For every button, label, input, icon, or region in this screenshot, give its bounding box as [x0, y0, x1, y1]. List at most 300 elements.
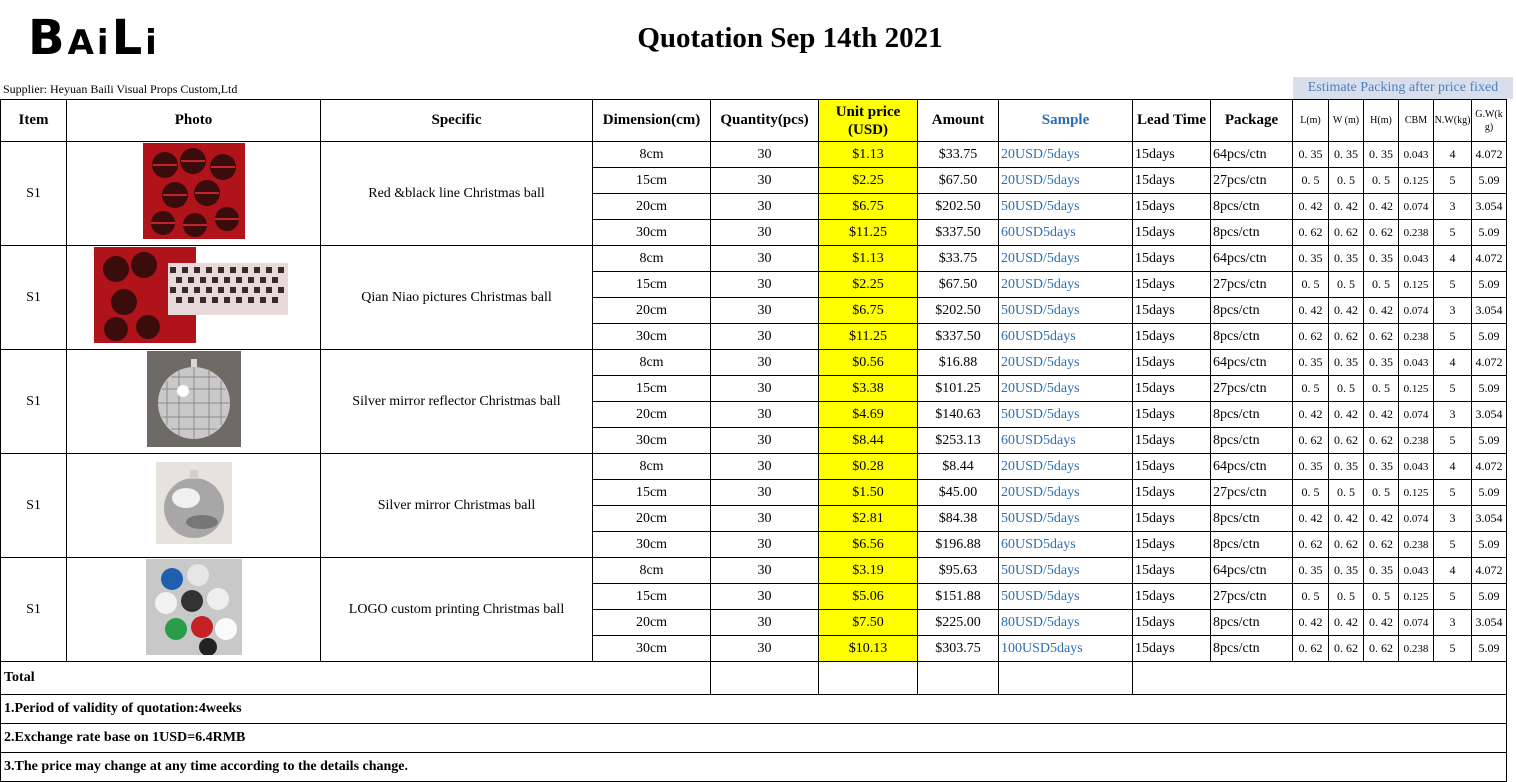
lead-cell: 15days	[1133, 532, 1211, 558]
w-cell: 0. 35	[1329, 246, 1364, 272]
price-cell: $0.28	[819, 454, 918, 480]
pkg-cell: 27pcs/ctn	[1211, 168, 1293, 194]
sample-cell: 50USD/5days	[999, 584, 1133, 610]
total-amount-cell	[918, 662, 999, 695]
table-row	[1, 454, 1507, 480]
pkg-cell: 8pcs/ctn	[1211, 532, 1293, 558]
nw-cell: 5	[1434, 376, 1472, 402]
dim-cell: 30cm	[593, 636, 711, 662]
l-cell: 0. 62	[1293, 428, 1329, 454]
price-cell: $1.50	[819, 480, 918, 506]
sample-cell: 20USD/5days	[999, 142, 1133, 168]
cbm-cell: 0.074	[1399, 402, 1434, 428]
lead-cell: 15days	[1133, 480, 1211, 506]
qty-cell: 30	[711, 454, 819, 480]
gw-cell: 4.072	[1472, 454, 1507, 480]
amount-cell: $303.75	[918, 636, 999, 662]
dim-cell: 8cm	[593, 246, 711, 272]
price-cell: $11.25	[819, 220, 918, 246]
l-cell: 0. 62	[1293, 220, 1329, 246]
note-row	[1, 724, 1507, 753]
photo-cell	[67, 246, 321, 350]
price-cell: $3.19	[819, 558, 918, 584]
sample-cell: 20USD/5days	[999, 350, 1133, 376]
qty-cell: 30	[711, 558, 819, 584]
note-row	[1, 695, 1507, 724]
qty-cell: 30	[711, 506, 819, 532]
w-cell: 0. 5	[1329, 168, 1364, 194]
sample-cell: 60USD5days	[999, 428, 1133, 454]
header-sample: Sample	[999, 100, 1133, 142]
amount-cell: $196.88	[918, 532, 999, 558]
amount-cell: $337.50	[918, 324, 999, 350]
price-cell: $1.13	[819, 246, 918, 272]
gw-cell: 4.072	[1472, 350, 1507, 376]
price-cell: $3.38	[819, 376, 918, 402]
cbm-cell: 0.043	[1399, 454, 1434, 480]
pkg-cell: 27pcs/ctn	[1211, 272, 1293, 298]
pkg-cell: 64pcs/ctn	[1211, 558, 1293, 584]
header-unit-price: Unit price (USD)	[819, 100, 918, 142]
sample-cell: 20USD/5days	[999, 272, 1133, 298]
w-cell: 0. 42	[1329, 194, 1364, 220]
nw-cell: 5	[1434, 584, 1472, 610]
total-label: Total	[1, 662, 711, 695]
gw-cell: 5.09	[1472, 428, 1507, 454]
sample-cell: 50USD/5days	[999, 558, 1133, 584]
sample-cell: 20USD/5days	[999, 454, 1133, 480]
price-cell: $10.13	[819, 636, 918, 662]
nw-cell: 5	[1434, 272, 1472, 298]
l-cell: 0. 35	[1293, 454, 1329, 480]
dim-cell: 15cm	[593, 168, 711, 194]
cbm-cell: 0.238	[1399, 220, 1434, 246]
h-cell: 0. 35	[1364, 454, 1399, 480]
amount-cell: $202.50	[918, 298, 999, 324]
w-cell: 0. 5	[1329, 480, 1364, 506]
header-row	[1, 100, 1507, 142]
w-cell: 0. 62	[1329, 220, 1364, 246]
l-cell: 0. 42	[1293, 506, 1329, 532]
nw-cell: 4	[1434, 142, 1472, 168]
gw-cell: 3.054	[1472, 402, 1507, 428]
gw-cell: 4.072	[1472, 558, 1507, 584]
sample-cell: 50USD/5days	[999, 402, 1133, 428]
w-cell: 0. 5	[1329, 272, 1364, 298]
qty-cell: 30	[711, 324, 819, 350]
silver-mirror-ball-photo	[67, 462, 320, 549]
sample-cell: 60USD5days	[999, 324, 1133, 350]
amount-cell: $337.50	[918, 220, 999, 246]
dim-cell: 15cm	[593, 376, 711, 402]
sample-cell: 50USD/5days	[999, 298, 1133, 324]
nw-cell: 5	[1434, 532, 1472, 558]
specific-cell: Red &black line Christmas ball	[321, 142, 593, 246]
supplier-label: Supplier: Heyuan Baili Visual Props Custom,Ltd	[3, 82, 238, 96]
dim-cell: 8cm	[593, 454, 711, 480]
gw-cell: 3.054	[1472, 194, 1507, 220]
cbm-cell: 0.074	[1399, 194, 1434, 220]
cbm-cell: 0.238	[1399, 636, 1434, 662]
dim-cell: 15cm	[593, 272, 711, 298]
header-w: W (m)	[1329, 100, 1364, 142]
nw-cell: 3	[1434, 402, 1472, 428]
cbm-cell: 0.043	[1399, 350, 1434, 376]
nw-cell: 4	[1434, 558, 1472, 584]
price-cell: $2.25	[819, 272, 918, 298]
l-cell: 0. 42	[1293, 610, 1329, 636]
qty-cell: 30	[711, 532, 819, 558]
amount-cell: $33.75	[918, 246, 999, 272]
h-cell: 0. 35	[1364, 350, 1399, 376]
dim-cell: 8cm	[593, 558, 711, 584]
item-cell: S1	[1, 454, 67, 558]
price-cell: $4.69	[819, 402, 918, 428]
gw-cell: 5.09	[1472, 480, 1507, 506]
nw-cell: 3	[1434, 298, 1472, 324]
qty-cell: 30	[711, 220, 819, 246]
pkg-cell: 8pcs/ctn	[1211, 636, 1293, 662]
w-cell: 0. 62	[1329, 532, 1364, 558]
amount-cell: $45.00	[918, 480, 999, 506]
amount-cell: $33.75	[918, 142, 999, 168]
h-cell: 0. 35	[1364, 246, 1399, 272]
l-cell: 0. 42	[1293, 402, 1329, 428]
h-cell: 0. 42	[1364, 506, 1399, 532]
amount-cell: $84.38	[918, 506, 999, 532]
nw-cell: 3	[1434, 610, 1472, 636]
dim-cell: 30cm	[593, 428, 711, 454]
logo-printed-balls-photo	[67, 559, 320, 660]
sample-cell: 20USD/5days	[999, 246, 1133, 272]
amount-cell: $253.13	[918, 428, 999, 454]
qty-cell: 30	[711, 584, 819, 610]
h-cell: 0. 5	[1364, 480, 1399, 506]
sample-cell: 80USD/5days	[999, 610, 1133, 636]
nw-cell: 3	[1434, 506, 1472, 532]
gw-cell: 3.054	[1472, 610, 1507, 636]
gw-cell: 5.09	[1472, 532, 1507, 558]
price-cell: $11.25	[819, 324, 918, 350]
nw-cell: 5	[1434, 428, 1472, 454]
l-cell: 0. 5	[1293, 584, 1329, 610]
h-cell: 0. 35	[1364, 142, 1399, 168]
table-row	[1, 246, 1507, 272]
pkg-cell: 8pcs/ctn	[1211, 610, 1293, 636]
w-cell: 0. 62	[1329, 636, 1364, 662]
photo-cell	[67, 558, 321, 662]
item-cell: S1	[1, 246, 67, 350]
h-cell: 0. 42	[1364, 610, 1399, 636]
h-cell: 0. 42	[1364, 194, 1399, 220]
qty-cell: 30	[711, 376, 819, 402]
sample-cell: 20USD/5days	[999, 168, 1133, 194]
l-cell: 0. 35	[1293, 558, 1329, 584]
gw-cell: 3.054	[1472, 506, 1507, 532]
lead-cell: 15days	[1133, 558, 1211, 584]
header-l: L(m)	[1293, 100, 1329, 142]
l-cell: 0. 62	[1293, 324, 1329, 350]
h-cell: 0. 62	[1364, 220, 1399, 246]
header-amount: Amount	[918, 100, 999, 142]
sample-cell: 20USD/5days	[999, 376, 1133, 402]
specific-cell: LOGO custom printing Christmas ball	[321, 558, 593, 662]
cbm-cell: 0.043	[1399, 558, 1434, 584]
dim-cell: 8cm	[593, 142, 711, 168]
dim-cell: 30cm	[593, 324, 711, 350]
h-cell: 0. 42	[1364, 402, 1399, 428]
w-cell: 0. 35	[1329, 350, 1364, 376]
silver-mirror-reflector-ball-photo	[67, 351, 320, 452]
qty-cell: 30	[711, 272, 819, 298]
h-cell: 0. 5	[1364, 168, 1399, 194]
cbm-cell: 0.125	[1399, 272, 1434, 298]
note-text: 1.Period of validity of quotation:4weeks	[1, 695, 1507, 724]
amount-cell: $8.44	[918, 454, 999, 480]
w-cell: 0. 42	[1329, 506, 1364, 532]
l-cell: 0. 5	[1293, 168, 1329, 194]
photo-cell	[67, 350, 321, 454]
cbm-cell: 0.125	[1399, 168, 1434, 194]
pkg-cell: 8pcs/ctn	[1211, 220, 1293, 246]
qty-cell: 30	[711, 636, 819, 662]
dim-cell: 20cm	[593, 194, 711, 220]
lead-cell: 15days	[1133, 428, 1211, 454]
lead-cell: 15days	[1133, 610, 1211, 636]
w-cell: 0. 35	[1329, 454, 1364, 480]
w-cell: 0. 62	[1329, 324, 1364, 350]
pkg-cell: 64pcs/ctn	[1211, 350, 1293, 376]
gw-cell: 5.09	[1472, 168, 1507, 194]
header-quantity: Quantity(pcs)	[711, 100, 819, 142]
h-cell: 0. 5	[1364, 272, 1399, 298]
amount-cell: $140.63	[918, 402, 999, 428]
cbm-cell: 0.043	[1399, 246, 1434, 272]
amount-cell: $202.50	[918, 194, 999, 220]
dim-cell: 15cm	[593, 480, 711, 506]
lead-cell: 15days	[1133, 636, 1211, 662]
lead-cell: 15days	[1133, 454, 1211, 480]
lead-cell: 15days	[1133, 272, 1211, 298]
qty-cell: 30	[711, 194, 819, 220]
total-rest-cell	[1133, 662, 1507, 695]
h-cell: 0. 5	[1364, 584, 1399, 610]
estimate-packing-note: Estimate Packing after price fixed	[1293, 77, 1513, 99]
lead-cell: 15days	[1133, 298, 1211, 324]
lead-cell: 15days	[1133, 402, 1211, 428]
lead-cell: 15days	[1133, 168, 1211, 194]
nw-cell: 4	[1434, 350, 1472, 376]
l-cell: 0. 62	[1293, 636, 1329, 662]
amount-cell: $225.00	[918, 610, 999, 636]
pkg-cell: 27pcs/ctn	[1211, 584, 1293, 610]
header-dimension: Dimension(cm)	[593, 100, 711, 142]
header-h: H(m)	[1364, 100, 1399, 142]
sample-cell: 60USD5days	[999, 220, 1133, 246]
qian-niao-christmas-balls-photo	[67, 247, 320, 348]
price-cell: $1.13	[819, 142, 918, 168]
l-cell: 0. 35	[1293, 246, 1329, 272]
header-lead-time: Lead Time	[1133, 100, 1211, 142]
specific-cell: Qian Niao pictures Christmas ball	[321, 246, 593, 350]
dim-cell: 30cm	[593, 532, 711, 558]
total-row	[1, 662, 1507, 695]
qty-cell: 30	[711, 610, 819, 636]
price-cell: $2.25	[819, 168, 918, 194]
price-cell: $7.50	[819, 610, 918, 636]
w-cell: 0. 5	[1329, 376, 1364, 402]
sample-cell: 60USD5days	[999, 532, 1133, 558]
cbm-cell: 0.125	[1399, 376, 1434, 402]
nw-cell: 5	[1434, 168, 1472, 194]
table-row	[1, 142, 1507, 168]
price-cell: $6.56	[819, 532, 918, 558]
amount-cell: $101.25	[918, 376, 999, 402]
header-specific: Specific	[321, 100, 593, 142]
item-cell: S1	[1, 558, 67, 662]
qty-cell: 30	[711, 168, 819, 194]
cbm-cell: 0.074	[1399, 298, 1434, 324]
photo-cell	[67, 142, 321, 246]
item-cell: S1	[1, 142, 67, 246]
pkg-cell: 8pcs/ctn	[1211, 324, 1293, 350]
h-cell: 0. 5	[1364, 376, 1399, 402]
nw-cell: 4	[1434, 454, 1472, 480]
cbm-cell: 0.125	[1399, 584, 1434, 610]
h-cell: 0. 62	[1364, 532, 1399, 558]
gw-cell: 4.072	[1472, 142, 1507, 168]
qty-cell: 30	[711, 402, 819, 428]
cbm-cell: 0.074	[1399, 506, 1434, 532]
h-cell: 0. 42	[1364, 298, 1399, 324]
pkg-cell: 8pcs/ctn	[1211, 402, 1293, 428]
h-cell: 0. 62	[1364, 324, 1399, 350]
note-text: 3.The price may change at any time according to the details change.	[1, 753, 1507, 782]
nw-cell: 5	[1434, 220, 1472, 246]
w-cell: 0. 42	[1329, 610, 1364, 636]
header-photo: Photo	[67, 100, 321, 142]
total-sample-cell	[999, 662, 1133, 695]
h-cell: 0. 62	[1364, 428, 1399, 454]
pkg-cell: 8pcs/ctn	[1211, 298, 1293, 324]
lead-cell: 15days	[1133, 220, 1211, 246]
cbm-cell: 0.238	[1399, 324, 1434, 350]
nw-cell: 5	[1434, 324, 1472, 350]
dim-cell: 20cm	[593, 402, 711, 428]
header-nw: N.W(kg)	[1434, 100, 1472, 142]
total-price-cell	[819, 662, 918, 695]
pkg-cell: 64pcs/ctn	[1211, 454, 1293, 480]
item-cell: S1	[1, 350, 67, 454]
page-title: Quotation Sep 14th 2021	[637, 22, 943, 54]
dim-cell: 30cm	[593, 220, 711, 246]
w-cell: 0. 35	[1329, 142, 1364, 168]
nw-cell: 5	[1434, 636, 1472, 662]
note-text: 2.Exchange rate base on 1USD=6.4RMB	[1, 724, 1507, 753]
w-cell: 0. 35	[1329, 558, 1364, 584]
header-cbm: CBM	[1399, 100, 1434, 142]
l-cell: 0. 42	[1293, 194, 1329, 220]
qty-cell: 30	[711, 428, 819, 454]
gw-cell: 5.09	[1472, 220, 1507, 246]
gw-cell: 3.054	[1472, 298, 1507, 324]
lead-cell: 15days	[1133, 194, 1211, 220]
nw-cell: 4	[1434, 246, 1472, 272]
specific-cell: Silver mirror reflector Christmas ball	[321, 350, 593, 454]
nw-cell: 3	[1434, 194, 1472, 220]
lead-cell: 15days	[1133, 376, 1211, 402]
total-quantity-cell	[711, 662, 819, 695]
h-cell: 0. 62	[1364, 636, 1399, 662]
amount-cell: $67.50	[918, 272, 999, 298]
sample-cell: 20USD/5days	[999, 480, 1133, 506]
w-cell: 0. 5	[1329, 584, 1364, 610]
price-cell: $0.56	[819, 350, 918, 376]
gw-cell: 5.09	[1472, 636, 1507, 662]
l-cell: 0. 5	[1293, 480, 1329, 506]
dim-cell: 15cm	[593, 584, 711, 610]
table-row	[1, 558, 1507, 584]
lead-cell: 15days	[1133, 246, 1211, 272]
lead-cell: 15days	[1133, 324, 1211, 350]
pkg-cell: 64pcs/ctn	[1211, 142, 1293, 168]
sample-cell: 100USD5days	[999, 636, 1133, 662]
red-black-christmas-balls-photo	[67, 143, 320, 244]
dim-cell: 8cm	[593, 350, 711, 376]
note-row	[1, 753, 1507, 782]
w-cell: 0. 42	[1329, 402, 1364, 428]
pkg-cell: 27pcs/ctn	[1211, 480, 1293, 506]
cbm-cell: 0.238	[1399, 532, 1434, 558]
cbm-cell: 0.043	[1399, 142, 1434, 168]
qty-cell: 30	[711, 350, 819, 376]
qty-cell: 30	[711, 246, 819, 272]
l-cell: 0. 62	[1293, 532, 1329, 558]
lead-cell: 15days	[1133, 584, 1211, 610]
w-cell: 0. 42	[1329, 298, 1364, 324]
amount-cell: $95.63	[918, 558, 999, 584]
header-package: Package	[1211, 100, 1293, 142]
cbm-cell: 0.125	[1399, 480, 1434, 506]
lead-cell: 15days	[1133, 350, 1211, 376]
qty-cell: 30	[711, 480, 819, 506]
h-cell: 0. 35	[1364, 558, 1399, 584]
lead-cell: 15days	[1133, 142, 1211, 168]
baili-logo: BAiLi	[28, 10, 160, 66]
photo-cell	[67, 454, 321, 558]
pkg-cell: 8pcs/ctn	[1211, 194, 1293, 220]
l-cell: 0. 5	[1293, 376, 1329, 402]
sample-cell: 50USD/5days	[999, 506, 1133, 532]
sample-cell: 50USD/5days	[999, 194, 1133, 220]
price-cell: $6.75	[819, 298, 918, 324]
w-cell: 0. 62	[1329, 428, 1364, 454]
qty-cell: 30	[711, 298, 819, 324]
l-cell: 0. 35	[1293, 350, 1329, 376]
pkg-cell: 8pcs/ctn	[1211, 506, 1293, 532]
pkg-cell: 8pcs/ctn	[1211, 428, 1293, 454]
price-cell: $2.81	[819, 506, 918, 532]
dim-cell: 20cm	[593, 506, 711, 532]
gw-cell: 5.09	[1472, 324, 1507, 350]
pkg-cell: 27pcs/ctn	[1211, 376, 1293, 402]
price-cell: $5.06	[819, 584, 918, 610]
l-cell: 0. 5	[1293, 272, 1329, 298]
price-cell: $8.44	[819, 428, 918, 454]
cbm-cell: 0.238	[1399, 428, 1434, 454]
dim-cell: 20cm	[593, 610, 711, 636]
nw-cell: 5	[1434, 480, 1472, 506]
